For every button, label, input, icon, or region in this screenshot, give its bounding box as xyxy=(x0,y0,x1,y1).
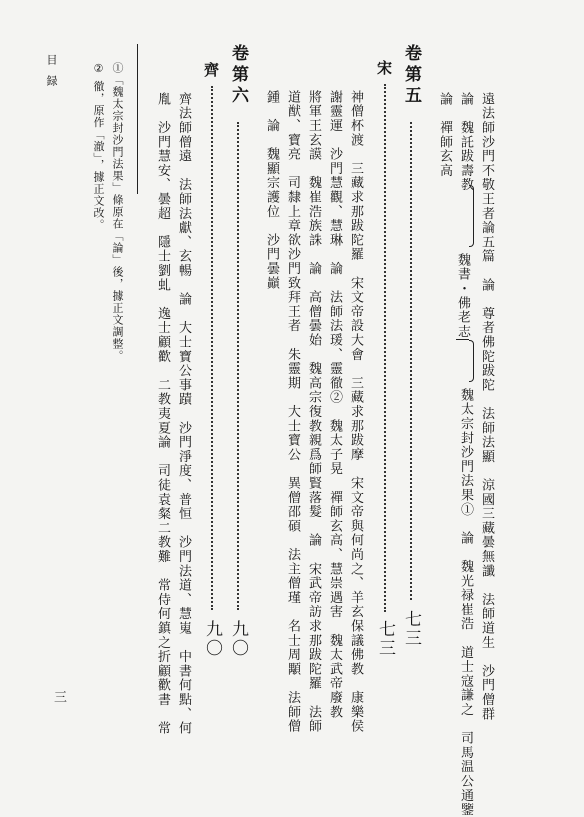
volume5-heading: 卷第五 xyxy=(401,44,421,107)
volume5-line-2-source: 魏書・佛老志 xyxy=(455,253,470,339)
volume5-line-6: 將軍王玄謨 魏崔浩族誅 論 高僧曇始 魏高宗復教親爲師賢落髮 論 宋武帝訪求那跋陀羅 法師 xyxy=(306,90,321,734)
volume6-dynasty: 齊 xyxy=(202,62,220,77)
volume5-line-4: 神僧杯渡 三藏求那跋陀羅 宋文帝設大會 三藏求那跋摩 宋文帝與何尚之、羊玄保議佛教 康樂侯 xyxy=(348,90,363,734)
volume6-dynasty-page: 九〇 xyxy=(202,620,222,658)
volume5-dynasty: 宋 xyxy=(375,60,393,75)
footnote-1: ①「魏太宗封沙門法果」條原在「論」後，據正文調整。 xyxy=(111,62,124,362)
volume6-line-2: 胤 沙門慧安、曇超 隱士劉虬 逸士顧歡 二教夷夏論 司徒袁粲二教難 常侍何鎮之折顧歡書 常 xyxy=(155,92,170,736)
page-number: 三 xyxy=(51,690,66,703)
volume5-line-7: 道猷、寶亮 司隸上章欲沙門致拜王者 朱靈期 大士寶公 異僧邵碩 法主僧瑾 名士周顒 法師僧 xyxy=(285,90,300,734)
bracket-2 xyxy=(469,340,474,382)
volume5-line-5: 謝靈運 沙門慧觀、慧琳 論 法師法瑗、靈徹② 魏太子晃 禪師玄高、慧崇遇害 魏太武帝廢教 xyxy=(327,90,342,720)
footnote-2: ② 徹，原作「澈」，據正文改。 xyxy=(92,62,105,231)
volume6-line-1: 齊法師僧遠 法師法獻、玄暢 論 大士寶公事蹟 沙門淨度、普恒 沙門法道、慧嵬 中書何點、何 xyxy=(176,92,191,736)
volume5-line-2: 論 魏託跋壽教 xyxy=(458,92,473,193)
volume6-heading: 卷第六 xyxy=(228,44,248,107)
volume5-line-2b: 魏太宗封沙門法果① 論 魏光禄崔浩 道士寇謙之 司馬温公通鑒 xyxy=(458,388,473,817)
volume5-line-8: 鍾 論 魏顯宗護位 沙門曇巓 xyxy=(264,90,279,291)
running-head: 目録 xyxy=(45,54,58,96)
volume5-line-1: 遠法師沙門不敬王者論五篇 論 尊者佛陀跋陀 法師法顯 涼國三藏曇無讖 法師道生 沙門僧群 xyxy=(479,92,494,722)
volume6-page: 九〇 xyxy=(228,620,248,658)
volume5-dynasty-leader xyxy=(384,84,386,612)
volume6-dynasty-leader xyxy=(211,86,213,610)
volume5-line-3: 論 禪師玄高 xyxy=(437,92,452,178)
volume5-dynasty-page: 七三 xyxy=(375,620,395,658)
footnote-rule xyxy=(137,44,138,194)
volume6-leader xyxy=(237,122,239,610)
volume5-leader xyxy=(410,122,412,600)
bracket-1 xyxy=(469,185,474,247)
volume5-page: 七三 xyxy=(401,610,421,648)
